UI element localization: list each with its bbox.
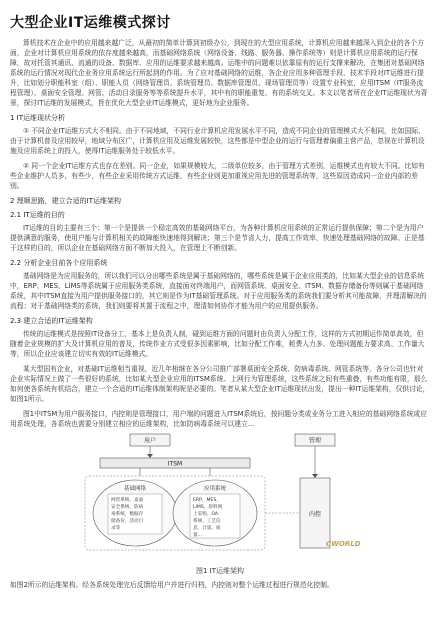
- section-heading-2-2: 2.2 分析企业目前各个应用系统: [10, 259, 108, 267]
- application-title: 应用系统: [203, 486, 227, 492]
- section-heading-2-1: 2.1 IT运维的目的: [10, 211, 65, 219]
- paragraph-architecture-2: 某大型国有企业，对基础IT运维相当重视，近几年相继在各分公司推广部署桌面安全系统、防病毒系统、网管系统等，各分公司也针对企业实际情况上做了一些很好的系统，比如某大型企业应用的ITSM系统、上网行为管理系统，这些系统之间有些重叠，有些功能有限，那么如何使各系统有机结合，建立一个合适的IT运维体制架构呢是必要的。笔者从某大型企业IT运维现状出发，提出一种IT运维架构，仅供讨论，如图1所示。: [10, 365, 430, 403]
- application-item: 上采购、OA: [193, 512, 219, 517]
- it-ops-architecture-diagram: [70, 432, 370, 554]
- application-item: 量...: [193, 533, 202, 538]
- infrastructure-item: 安全系统、防病: [111, 505, 144, 510]
- infrastructure-title: 基础网络: [123, 486, 147, 492]
- section-heading-2: 2 理顺思路，建立合适的IT运维架构: [10, 197, 122, 205]
- application-item: LIMS、原料网: [193, 505, 223, 510]
- closing-paragraph: 如图2所示的运维架构。经各系统处理完后反馈给用户并进行归档，内控则对整个运维过程进行规范化控制。: [10, 581, 334, 589]
- section-heading-1: 1 IT运维现状分析: [10, 114, 66, 122]
- document-body: [10, 38, 430, 434]
- infrastructure-item: 毒系统、数据存: [111, 512, 144, 517]
- user-label: 用户: [143, 437, 157, 445]
- application-item: 息、计量、质: [193, 526, 221, 531]
- infrastructure-item: 录等: [111, 526, 121, 531]
- paragraph-analysis: 基础网络是为应用服务的，所以我们可以分出哪些系统是属于基础网络的，哪些系统是属于企业应用类的，比如某大型企业的信息系统中，ERP、MES、LIMS等系统属于应用服务类系统，直接面对终端用户，而网管系统、桌面安全、ITSM、数据存储备份等则属于基础网络系统，其中ITSM直接为用户提供服务接口的，其它则是作为IT基础管理系统。对于应用服务类的系统我们要分析其可能故障，并理清解决的流程；对于基础网络类的系统，我们则要将其置于流程之中，理清如何协作才能为用户的应用提供服务。: [10, 272, 427, 310]
- itsm-label: ITSM: [167, 460, 183, 468]
- paragraph-point-1: ① 不同企业IT运维方式大不相同。由于不同地域，不同行业计算机应用发展水平不同，造成不同企业的管理模式大不相同，比如国际、由于计算机普及应用较早，地域分布区广，计算机应用及运维发展较快，这些都是中型企业的运行与管理着偏重主营产品，忽视在计算机设施及应用系统上的投入，使得IT运维服务处于较低水平。: [10, 127, 425, 155]
- management-label: 管理: [308, 437, 322, 445]
- internal-control-label: 内控: [308, 511, 322, 518]
- paragraph-intro: 算机技术在企业中的应用越来越广泛，从最初的简单计算到初级办公，到现在的大型应用系统，计算机应用越来越深入到企业的各个方面，企业对计算机应用系统的依存度越来越高，而基础网络系统（网络设备、线路、服务器、操作系统等）则是计算机应用系统的运行保障，故对托管其通讯、流通的设备、数据库、应用的运维要求越来越高。运维中的问题难以依靠原有的运行支撑来解决，在集团对基础网络系统的运行情况对现代企业务应用系统运行所起到的作用。为了应对基础网络的运维，各企业应用多种管理手段、技术手段对IT运维进行提升，比如划分职能科室（组）、职能人员（网络管理员、系统管理员、数据库管理员、现场管理员等）设置专业科室，应用ITSM（IT服务流程管理）、桌面安全管理、网管、活动目录服务等等系统提升水平，其中有的职能重复、有的系统交叉。本文以笔者所在企业IT运维现状为背景，探讨IT运维的发展模式，旨在优化大型企业IT运维模式，更好地为企业服务。: [10, 39, 428, 107]
- application-item: 系统、工艺信: [193, 519, 221, 524]
- paragraph-purpose: IT运维的目的主要有三个：第一个是提供一个稳定高效的基础网络平台，为各种计算机应用系统的正常运行提供保障；第二个是为用户提供满意的服务，使用户能与计算机相关的故障能快速地得到解决；第三个是节省人力，提高工作效率，快速处理基础网络的故障。正是基于这样的目的，所以企业在基础网络方面不断加大投入，在管理上不断创新。: [10, 224, 425, 252]
- document-title: 大型企业IT运维模式探讨: [10, 15, 171, 31]
- arrow-head-itsm: [147, 454, 153, 458]
- watermark-logo: CWORLD: [326, 540, 361, 548]
- paragraph-architecture-1: 传统的运维模式是按照IT设备分工，基本上是负责人制，碰到运维方面的问题时由负责人分配工作，这样的方式初期运作简单高效，但随着企业规模的扩大及计算机应用的普及，传统作业方式受很多因素影响，比如分配工作难，耗费人力多、处理问题能力要求高、工作量大等，所以企业应该建立切实有效的IT运维模式。: [10, 330, 425, 358]
- figure-caption: 图1 IT运维架构: [195, 567, 245, 575]
- paragraph-figure-intro: 图1中ITSM为用户服务接口，内控则是管理接口，用户端的问题进入ITSM系统后，按问题分类或业务分工进入相应的基础网络系统或应用系统处理，各系统也需要分别建立相应的运维架构，比如防病毒系统可以建立...: [10, 410, 428, 428]
- application-item: ERP、MES、: [193, 498, 221, 503]
- paragraph-point-2: ② 同一个企业IT运维方式也存在差别。同一企业，如果规模较大，二级单位较多，由于管理方式差别，运维模式也有较大不同。比如有些企业维护人员多，有些少，有些企业采用传统方式运维，有些企业则更加重视应用先进的管理系统等，这些原因造成同一企业内部的差别。: [10, 162, 425, 190]
- infrastructure-item: 储备份、活动目: [111, 519, 144, 524]
- infrastructure-item: 网管系统、桌面: [111, 498, 144, 503]
- arrow-head-neikong: [312, 474, 318, 478]
- section-heading-2-3: 2.3 建立合适的IT运维架构: [10, 317, 93, 325]
